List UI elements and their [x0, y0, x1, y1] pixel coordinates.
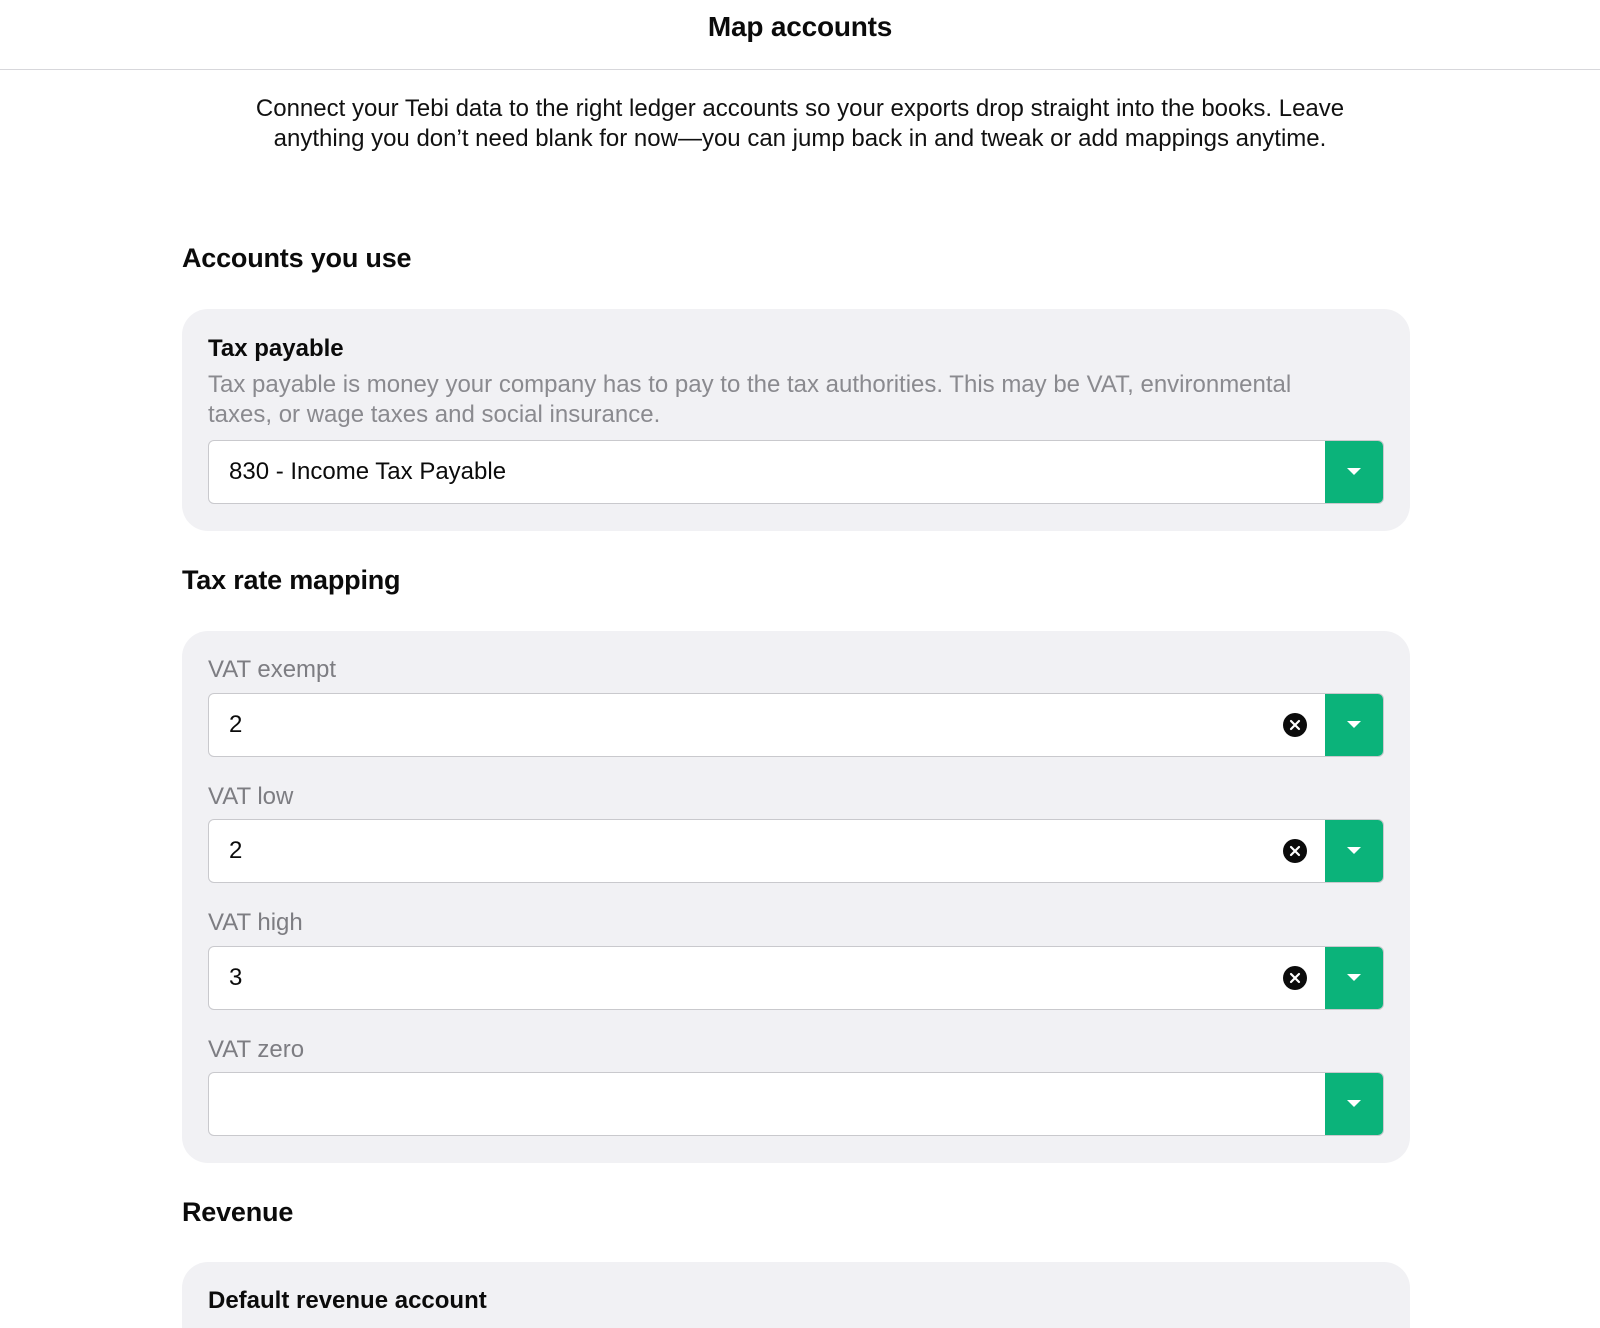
intro-text — [0, 94, 1600, 154]
vat-exempt-label: VAT exempt — [208, 656, 337, 683]
tax-payable-description-line-2: taxes, or wage taxes and social insurance. — [208, 401, 661, 428]
tax-payable-card — [182, 309, 1410, 531]
tax-rate-card — [182, 631, 1410, 1163]
tax-payable-description-line-1: Tax payable is money your company has to pay to the tax authorities. This may be VAT, environmental — [208, 371, 1292, 398]
intro-line-2: anything you don’t need blank for now—you can jump back in and tweak or add mappings anytime. — [273, 125, 1327, 152]
vat-zero-dropdown-button[interactable] — [1325, 1073, 1383, 1135]
vat-exempt-dropdown-button[interactable] — [1325, 694, 1383, 756]
caret-down-icon — [1347, 721, 1361, 728]
default-revenue-card — [182, 1262, 1410, 1328]
caret-down-icon — [1347, 468, 1361, 475]
intro-line-1: Connect your Tebi data to the right ledger accounts so your exports drop straight into the books. Leave — [255, 95, 1345, 122]
clear-icon[interactable] — [1283, 713, 1307, 737]
caret-down-icon — [1347, 1100, 1361, 1107]
caret-down-icon — [1347, 974, 1361, 981]
page-title: Map accounts — [707, 11, 893, 42]
vat-high-selected-value: 3 — [229, 964, 243, 991]
section-title-tax-rates: Tax rate mapping — [182, 565, 401, 595]
tax-payable-selected-value: 830 - Income Tax Payable — [229, 458, 507, 485]
vat-high-dropdown-button[interactable] — [1325, 947, 1383, 1009]
top-bar — [0, 0, 1600, 70]
vat-high-label: VAT high — [208, 909, 303, 936]
tax-payable-select[interactable] — [208, 440, 1384, 504]
vat-low-label: VAT low — [208, 783, 294, 810]
clear-icon[interactable] — [1283, 966, 1307, 990]
section-title-revenue: Revenue — [182, 1197, 294, 1227]
default-revenue-title: Default revenue account — [208, 1287, 487, 1314]
caret-down-icon — [1347, 847, 1361, 854]
section-title-accounts: Accounts you use — [182, 243, 412, 273]
tax-payable-dropdown-button[interactable] — [1325, 441, 1383, 503]
vat-high-select[interactable] — [208, 946, 1384, 1010]
vat-low-selected-value: 2 — [229, 837, 243, 864]
tax-payable-title: Tax payable — [208, 335, 344, 362]
tax-payable-description — [208, 370, 1368, 430]
vat-exempt-selected-value: 2 — [229, 711, 243, 738]
clear-icon[interactable] — [1283, 839, 1307, 863]
vat-low-dropdown-button[interactable] — [1325, 820, 1383, 882]
vat-zero-label: VAT zero — [208, 1036, 305, 1063]
vat-exempt-select[interactable] — [208, 693, 1384, 757]
vat-low-select[interactable] — [208, 819, 1384, 883]
vat-zero-select[interactable] — [208, 1072, 1384, 1136]
